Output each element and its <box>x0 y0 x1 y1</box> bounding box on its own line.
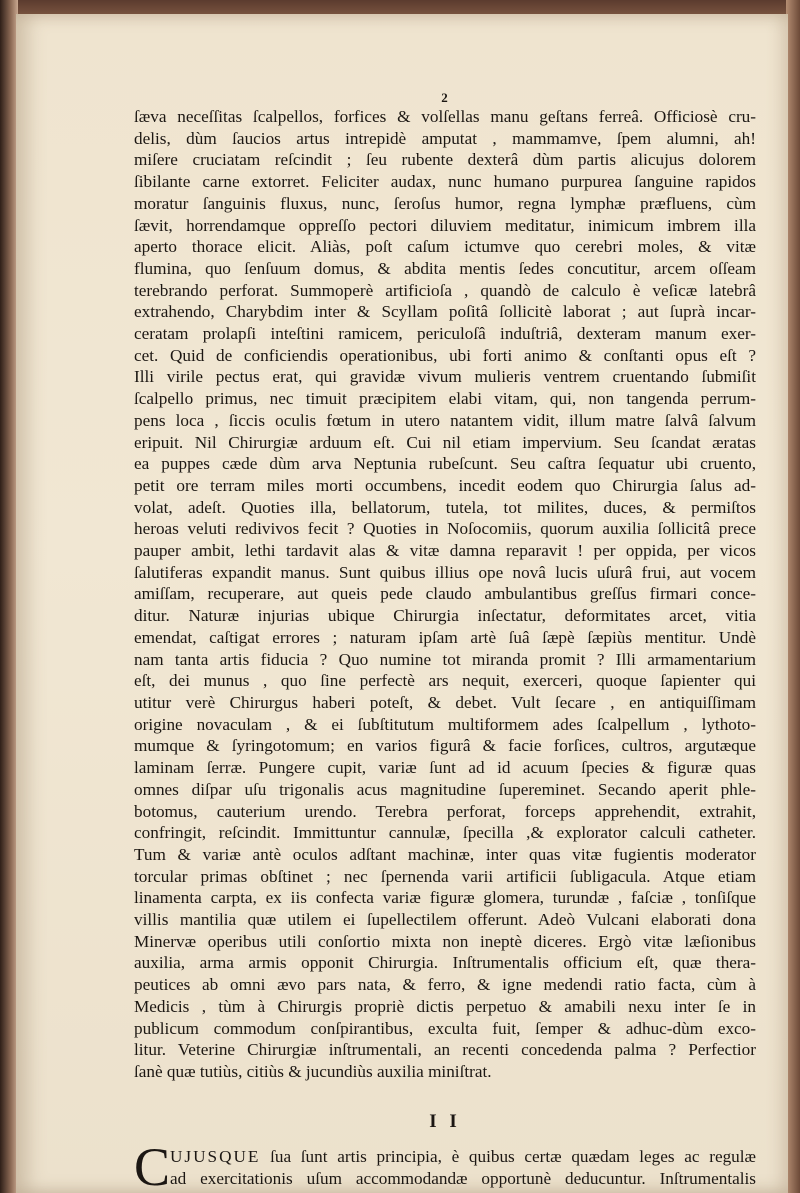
text-line: publicum commodum conſpirantibus, exculta fuit, ſemper & adhuc-dùm exco- <box>134 1018 756 1038</box>
drop-cap: C <box>134 1137 171 1193</box>
text-line: terebrando perforat. Summoperè artificioſa , quandò de calculo è veſicæ latebrâ <box>134 280 756 300</box>
page <box>16 14 788 1193</box>
text-line: confringit, reſcindit. Immittuntur cannulæ, ſpecilla ,& explorator calculi catheter. <box>134 823 756 843</box>
section-numeral: I I <box>429 1110 461 1132</box>
text-line: eripuit. Nil Chirurgiæ arduum eſt. Cui nil etiam impervium. Seu ſcandat æratas <box>134 432 756 452</box>
text-line: moratur ſanguinis fluxus, nunc, ſeroſus humor, regna lymphæ præfluens, cùm <box>134 193 756 213</box>
text-line: ſalutiferas expandit manus. Sunt quibus illius ope novâ lucis uſurâ frui, aut vocem <box>134 562 756 582</box>
text-line: utitur verè Chirurgus haberi poteſt, & debet. Vult ſecare , en antiquiſſimam <box>134 692 756 712</box>
text-line: ſæva neceſſitas ſcalpellos, forfices & volſellas manu geſtans ferreâ. Officiosè cru- <box>134 107 756 126</box>
text-line: litur. Veterine Chirurgiæ inſtrumentali, an recenti concedenda palma ? Perfectior <box>134 1040 756 1060</box>
text-line: ſanè quæ tutiùs, citiùs & jucundiùs auxilia miniſtrat. <box>134 1061 492 1081</box>
text-line: petit ore terram miles morti occumbens, incedit eodem quo Chirurgia ſalus ad- <box>134 475 756 495</box>
text-line: ſibilante carne extorret. Feliciter audax, nunc humano purpurea ſanguine rapidos <box>134 172 756 192</box>
text-line: nam tanta artis fiducia ? Quo numine tot miranda promit ? Illi armamentarium <box>134 649 756 669</box>
text-line: flumina, quo ſenſuum domus, & abdita mentis ſedes concutitur, arcem oſſeam <box>134 258 756 278</box>
text-line: ea puppes cæde dùm arva Neptunia rubeſcunt. Seu caſtra ſequatur ubi cruento, <box>134 454 756 474</box>
text-line: eſt, dei munus , quo ſine perfectè ars nequit, exerceri, quoque ſapienter qui <box>134 671 756 691</box>
text-line: omnes diſpar uſu trigonalis acus magnitudine ſupereminet. Secando aperit phle- <box>134 779 756 799</box>
text-line: aperto thorace elicit. Aliàs, poſt caſum ictumve quo cerebri moles, & vitæ <box>134 237 756 257</box>
text-line: mumque & ſyringotomum; en varios figurâ & facie forſices, cultros, argutæque <box>134 736 756 756</box>
text-line: volat, adeſt. Quoties illa, bellatorum, tutela, tot milites, duces, & permiſtos <box>134 497 756 517</box>
text-line: pauper ambit, lethi tardavit alas & vitæ damna reparavit ! per oppida, per vicos <box>134 541 756 561</box>
text-line: torcular primas obſtinet ; nec ſpernenda varii artificii ſubligacula. Atque etiam <box>134 866 756 886</box>
text-block <box>134 90 756 1193</box>
text-line: Tum & variæ antè oculos adſtant machinæ, inter quas vitæ fugientis moderator <box>134 844 756 864</box>
text-line: ditur. Naturæ injurias ubique Chirurgia inſectatur, deformitates arcet, vitia <box>134 606 756 626</box>
book-fore-edge <box>786 0 800 1193</box>
text-line: Medicis , tùm à Chirurgis propriè dictis perpetuo & amabili nexu inter ſe in <box>134 996 756 1016</box>
text-line: botomus, cauterium urendo. Terebra perforat, forceps apprehendit, extrahit, <box>134 801 756 821</box>
text-line: ſævit, horrendamque oppreſſo pectori diluviem meditatur, inimicum imbrem illa <box>134 215 756 235</box>
text-line: ceratam prolapſi inteſtini ramicem, periculoſâ induſtriâ, dexteram manum exer- <box>134 324 756 344</box>
section-caps-word: UJUSQUE <box>170 1147 261 1167</box>
text-line: delis, dùm ſaucios artus intrepidè amputat , mammamve, ſpem alumni, ah! <box>134 128 756 148</box>
text-line: ſcalpello primus, nec timuit præcipitem elabi vitam, qui, non tangenda perrum- <box>134 389 756 409</box>
signature-mark: 2 <box>441 90 449 105</box>
text-line: Illi virile pectus erat, qui gravidæ vivum mulieris ventrem cruentando ſubmiſit <box>134 367 756 387</box>
text-line: laminam ſerræ. Pungere cupit, variæ ſunt ad id acuum ſpecies & figuræ quas <box>134 758 756 778</box>
text-line: Minervæ operibus utili conſortio mixta non ineptè diceres. Ergò vitæ læſionibus <box>134 931 756 951</box>
text-line: emendat, caſtigat errores ; naturam ipſam artè ſuâ ſæpè ſæpiùs mentitur. Undè <box>134 627 756 647</box>
text-line: cet. Quid de conficiendis operationibus, ubi forti animo & conſtanti opus eſt ? <box>134 345 756 365</box>
text-line: linamenta carpta, ex iis confecta variæ figuræ glomera, turundæ , faſciæ , tonſiſque <box>134 888 756 908</box>
text-line: origine novaculam , & ei ſubſtitutum multiformem ades ſcalpellum , lythoto- <box>134 714 756 734</box>
text-line: miſere cruciatam reſcindit ; ſeu rubente dexterâ dùm partis alicujus dolorem <box>134 150 756 170</box>
text-line: pens loca , ſiccis oculis fœtum in utero natantem vidit, illum matre ſalvâ ſalvum <box>134 410 756 430</box>
text-line: auxilia, arma armis opponit Chirurgia. Inſtrumentalis officium eſt, quæ thera- <box>134 953 756 973</box>
section-line-1 <box>170 1146 756 1168</box>
text-line: heroas veluti redivivos fecit ? Quoties in Noſocomiis, quorum auxilia ſollicitâ prece <box>134 519 756 539</box>
section-line-2: ad exercitationis uſum accommodandæ opportunè deducuntur. Inſtrumentalis <box>170 1169 756 1189</box>
text-line: peutices ab omni ævo pars nata, & ferro, & igne medendi ratio facta, cùm à <box>134 975 756 995</box>
body-paragraph <box>134 106 756 1083</box>
text-line: amiſſam, recuperare, aut queis pede claudo ambulantibus greſſus firmari conce- <box>134 584 756 604</box>
section-opening <box>134 1137 756 1193</box>
text-line: villis mantilia quæ utilem ei ſupellectilem offerunt. Adeò Vulcani elaborati dona <box>134 910 756 930</box>
section-line-1-rest: ſua ſunt artis principia, è quibus certæ quædam leges ac regulæ <box>260 1147 756 1167</box>
text-line: extrahendo, Charybdim inter & Scyllam poſitâ ſollicitè laborat ; aut ſuprà incar- <box>134 302 756 322</box>
